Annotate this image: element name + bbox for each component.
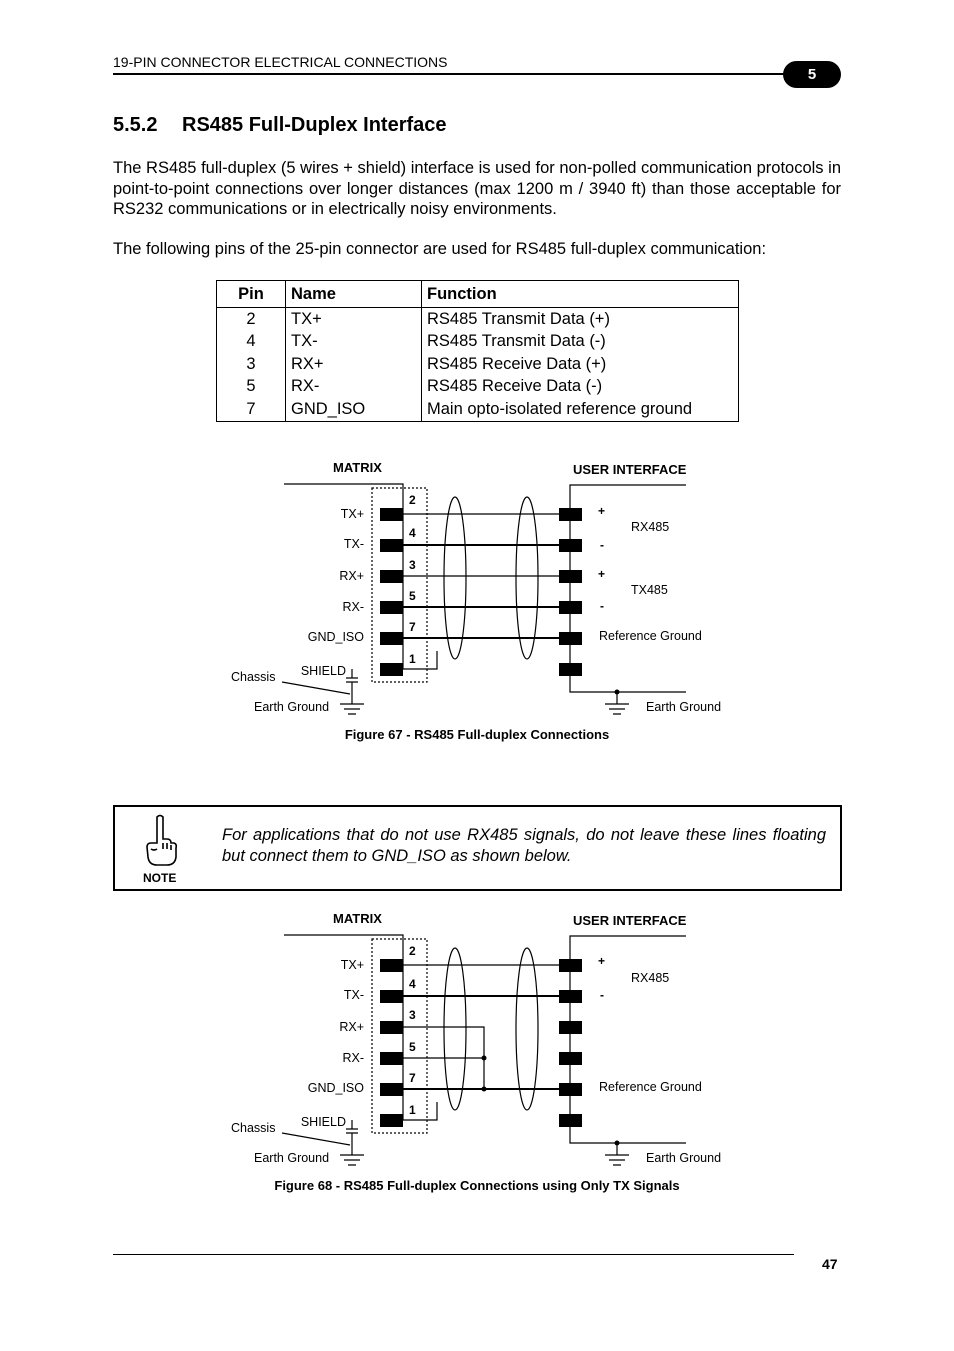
earth-junction-dot xyxy=(615,1141,620,1146)
table-row xyxy=(217,353,739,376)
cell-name: TX- xyxy=(286,331,422,354)
user-interface-label: USER INTERFACE xyxy=(573,462,687,477)
wiring-diagram-svg xyxy=(0,455,954,715)
earth-ground-label-left: Earth Ground xyxy=(254,1151,330,1165)
junction-dot xyxy=(482,1087,487,1092)
cell-function: RS485 Receive Data (-) xyxy=(422,376,739,399)
user-frame xyxy=(570,485,686,692)
table-row xyxy=(217,331,739,354)
cell-name: RX- xyxy=(286,376,422,399)
pin-number: 4 xyxy=(409,526,416,540)
table-header-row xyxy=(217,281,739,308)
polarity-minus: - xyxy=(600,988,604,1002)
user-terminal xyxy=(559,1052,582,1065)
terminal-pin-2 xyxy=(380,508,403,521)
signal-label: TX- xyxy=(343,537,364,551)
signal-label: TX- xyxy=(343,988,364,1002)
matrix-label: MATRIX xyxy=(333,911,382,926)
cell-pin: 5 xyxy=(217,376,286,399)
terminal-pin-4 xyxy=(380,539,403,552)
cell-pin: 4 xyxy=(217,331,286,354)
chassis-leader xyxy=(282,1133,350,1145)
cable-oval-right xyxy=(516,948,538,1110)
polarity-plus: + xyxy=(598,954,606,968)
terminal-pin-1 xyxy=(380,663,403,676)
terminal-pin-3 xyxy=(380,570,403,583)
polarity-minus: - xyxy=(600,599,604,613)
chassis-label: Chassis xyxy=(231,670,276,684)
junction-dot xyxy=(482,1056,487,1061)
terminal-pin-7 xyxy=(380,1083,403,1096)
figure-68-caption: Figure 68 - RS485 Full-duplex Connections using Only TX Signals xyxy=(274,1178,680,1193)
pin-number: 5 xyxy=(409,589,416,603)
cell-function: RS485 Receive Data (+) xyxy=(422,353,739,376)
user-terminal xyxy=(559,1114,582,1127)
user-terminal xyxy=(559,959,582,972)
cell-function: RS485 Transmit Data (+) xyxy=(422,308,739,331)
user-terminal xyxy=(559,539,582,552)
chapter-badge: 5 xyxy=(783,61,841,88)
cell-function: Main opto-isolated reference ground xyxy=(422,398,739,421)
user-terminal xyxy=(559,632,582,645)
user-terminal xyxy=(559,1083,582,1096)
table-row xyxy=(217,308,739,331)
pins-paragraph: The following pins of the 25-pin connector are used for RS485 full-duplex communication: xyxy=(113,240,767,258)
shield-capacitor xyxy=(346,678,358,682)
earth-symbol-left xyxy=(340,704,364,714)
terminal-pin-2 xyxy=(380,959,403,972)
terminal-pin-1 xyxy=(380,1114,403,1127)
signal-label: GND_ISO xyxy=(307,1081,364,1095)
terminal-pin-3 xyxy=(380,1021,403,1034)
cell-pin: 2 xyxy=(217,308,286,331)
section-title xyxy=(113,114,447,137)
pin-number: 3 xyxy=(409,558,416,572)
pin-number: 1 xyxy=(409,1103,416,1117)
pin-table xyxy=(216,280,739,422)
signal-label: RX- xyxy=(342,1051,364,1065)
terminal-pin-5 xyxy=(380,1052,403,1065)
wiring-diagram-tx-only xyxy=(0,906,954,1166)
pointing-hand-icon xyxy=(143,813,179,869)
header-title: 19-PIN CONNECTOR ELECTRICAL CONNECTIONS xyxy=(113,54,448,70)
matrix-label: MATRIX xyxy=(333,460,382,475)
terminal-pin-5 xyxy=(380,601,403,614)
rx485-label: RX485 xyxy=(631,971,670,985)
wiring-diagram-svg xyxy=(0,906,954,1166)
cable-oval-right xyxy=(516,497,538,659)
pin-number: 4 xyxy=(409,977,416,991)
user-terminal xyxy=(559,570,582,583)
pin-number: 7 xyxy=(409,620,416,634)
pin-number: 2 xyxy=(409,493,416,507)
signal-label: RX+ xyxy=(339,569,364,583)
earth-symbol-right xyxy=(605,704,629,714)
chassis-leader xyxy=(282,682,350,694)
footer-rule xyxy=(113,1254,794,1255)
cable-oval-left xyxy=(444,497,466,659)
figure-67-caption: Figure 67 - RS485 Full-duplex Connections xyxy=(344,727,610,742)
pin-number: 5 xyxy=(409,1040,416,1054)
earth-ground-label-right: Earth Ground xyxy=(646,700,722,714)
signal-label: RX+ xyxy=(339,1020,364,1034)
header-rule xyxy=(113,73,803,75)
intro-paragraph: The RS485 full-duplex (5 wires + shield) interface is used for non-polled communication protocols in point-to-point connections over longer distances (max 1200 m / 3940 ft) than those acceptable for RS232 communications or in electrically noisy environments. xyxy=(113,159,841,218)
signal-label: TX+ xyxy=(340,958,364,972)
user-terminal xyxy=(559,1021,582,1034)
cell-name: TX+ xyxy=(286,308,422,331)
signal-label: GND_ISO xyxy=(307,630,364,644)
reference-ground-label: Reference Ground xyxy=(599,629,702,643)
earth-ground-label-left: Earth Ground xyxy=(254,700,330,714)
earth-junction-dot xyxy=(615,690,620,695)
pin-number: 1 xyxy=(409,652,416,666)
cell-name: GND_ISO xyxy=(286,398,422,421)
terminal-pin-7 xyxy=(380,632,403,645)
shield-label: SHIELD xyxy=(300,664,346,678)
section-number: 5.5.2 xyxy=(113,114,158,136)
polarity-plus: + xyxy=(598,567,606,581)
earth-ground-label-right: Earth Ground xyxy=(646,1151,722,1165)
note-box xyxy=(113,805,842,891)
header-function: Function xyxy=(422,281,739,308)
tx485-label: TX485 xyxy=(631,583,668,597)
reference-ground-label: Reference Ground xyxy=(599,1080,702,1094)
user-frame xyxy=(570,936,686,1143)
user-terminal xyxy=(559,601,582,614)
pin-number: 2 xyxy=(409,944,416,958)
terminal-pin-4 xyxy=(380,990,403,1003)
user-terminal xyxy=(559,508,582,521)
signal-label: RX- xyxy=(342,600,364,614)
signal-label: TX+ xyxy=(340,507,364,521)
cell-name: RX+ xyxy=(286,353,422,376)
page-header xyxy=(113,54,841,83)
note-text: For applications that do not use RX485 signals, do not leave these lines floating but connect them to GND_ISO as shown below. xyxy=(222,826,826,865)
wiring-diagram-full xyxy=(0,455,954,715)
pin-number: 7 xyxy=(409,1071,416,1085)
cell-pin: 7 xyxy=(217,398,286,421)
cell-function: RS485 Transmit Data (-) xyxy=(422,331,739,354)
table-row xyxy=(217,398,739,421)
earth-symbol-right xyxy=(605,1155,629,1165)
earth-symbol-left xyxy=(340,1155,364,1165)
pin-number: 3 xyxy=(409,1008,416,1022)
table-row xyxy=(217,376,739,399)
cell-pin: 3 xyxy=(217,353,286,376)
polarity-minus: - xyxy=(600,538,604,552)
page-number: 47 xyxy=(822,1256,838,1272)
header-name: Name xyxy=(286,281,422,308)
rx485-label: RX485 xyxy=(631,520,670,534)
cable-oval-left xyxy=(444,948,466,1110)
section-heading: RS485 Full-Duplex Interface xyxy=(182,114,447,136)
user-terminal xyxy=(559,990,582,1003)
note-label: NOTE xyxy=(143,871,177,885)
header-pin: Pin xyxy=(217,281,286,308)
user-interface-label: USER INTERFACE xyxy=(573,913,687,928)
polarity-plus: + xyxy=(598,504,606,518)
shield-capacitor xyxy=(346,1129,358,1133)
shield-label: SHIELD xyxy=(300,1115,346,1129)
chassis-label: Chassis xyxy=(231,1121,276,1135)
user-terminal xyxy=(559,663,582,676)
